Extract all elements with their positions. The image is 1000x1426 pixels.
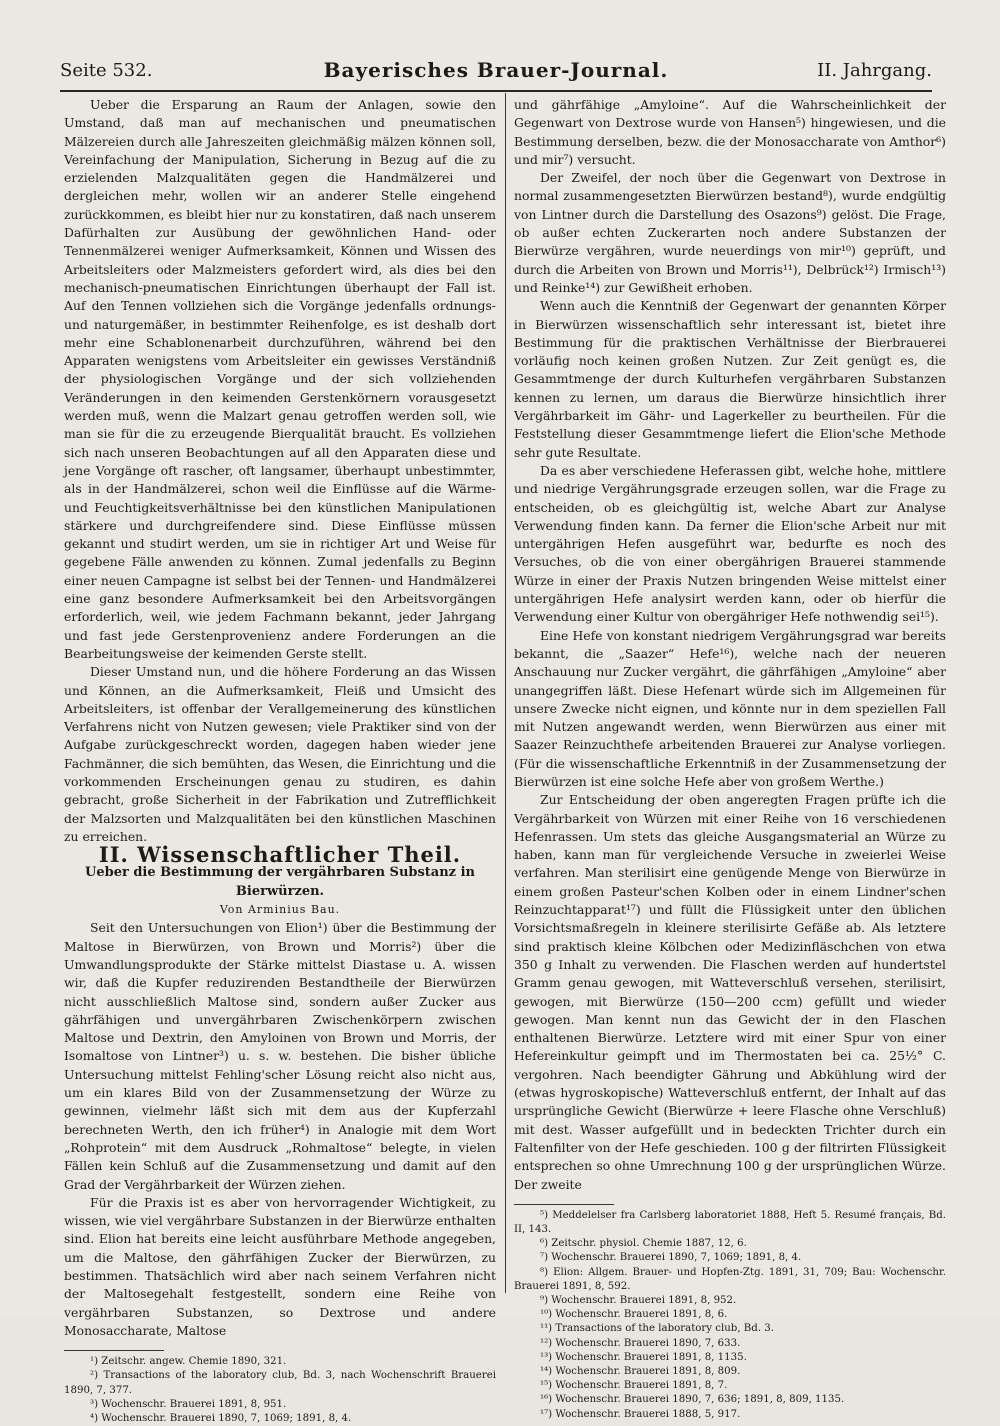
footnote: ³) Wochenschr. Brauerei 1891, 8, 951. — [90, 1398, 287, 1410]
footnote: ¹⁶) Wochenschr. Brauerei 1890, 7, 636; 1891, 8, 809, 1135. — [540, 1394, 845, 1406]
left-column — [64, 96, 496, 1426]
footnote: ¹⁵) Wochenschr. Brauerei 1891, 8, 7. — [540, 1380, 728, 1392]
section-heading: II. Wissenschaftlicher Theil. — [98, 842, 462, 868]
journal-title: Bayerisches Brauer-Journal. — [323, 58, 669, 82]
body-paragraph: Wenn auch die Kenntniß der Gegenwart der genannten Körper in Bierwürzen wissenschaftlich sehr interessant ist, bietet ihre Bestimmung für die praktischen Verhältnisse der Bierbrauerei vorläufig noch keinen großen Nutzen. Zur Zeit genügt es, die Gesammtmenge der durch Kulturhefen vergährbaren Substanzen kennen zu lernen, um daraus die Bierwürze hinsichtlich ihrer Vergährbarkeit im Gähr- und Lagerkeller zu beurtheilen. Für die Feststellung dieser Gesammtmenge liefert die Elion'sche Methode sehr gute Resultate. — [514, 298, 946, 460]
body-paragraph: Dieser Umstand nun, und die höhere Forderung an das Wissen und Können, an die Aufmerksamkeit, Fleiß und Umsicht des Arbeitsleiters, ist offenbar der Verallgemeinerung des künstlichen Verfahrens nicht von Nutzen gewesen; viele Praktiker sind von der Aufgabe zurückgeschreckt worden, dagegen haben wieder jene Fachmänner, die sich bemühten, das Wesen, die Einrichtung und die vorkommenden Erscheinungen genau zu studiren, es dahin gebracht, große Sicherheit in der Fabrikation und Zutrefflichkeit der Malzsorten und Malzqualitäten bei den künstlichen Maschinen zu erreichen. — [64, 664, 496, 844]
column-divider — [505, 93, 506, 1293]
header-rule — [60, 90, 932, 92]
page-header — [60, 58, 932, 86]
footnote: ¹⁰) Wochenschr. Brauerei 1891, 8, 6. — [540, 1309, 728, 1321]
footnote: ¹³) Wochenschr. Brauerei 1891, 8, 1135. — [540, 1351, 747, 1363]
footnote: ⁴) Wochenschr. Brauerei 1890, 7, 1069; 1891, 8, 4. — [90, 1413, 352, 1424]
body-paragraph: Seit den Untersuchungen von Elion¹) über die Bestimmung der Maltose in Bierwürzen, von Brown und Morris²) über die Umwandlungsprodukte der Stärke mittelst Diastase u. A. wissen wir, daß die Kupfer reduzirenden Bestandtheile der Bierwürzen nicht ausschließlich Maltose sind, sondern außer Zucker aus gährfähigen und unvergährbaren Zwischenkörpern zwischen Maltose und Dextrin, den Amyloinen von Brown und Morris, der Isomaltose von Lintner³) u. s. w. bestehen. Die bisher übliche Untersuchung mittelst Fehling'scher Lösung reicht also nicht aus, um ein klares Bild von der Zusammensetzung der Würze zu gewinnen, vielmehr läßt sich mit dem aus der Kupferzahl berechneten Werth, den ich früher⁴) in Analogie mit dem Wort „Rohprotein“ mit dem Ausdruck „Rohmaltose“ belegte, in vielen Fällen kein Schluß auf die Zusammensetzung und damit auf den Grad der Vergährbarkeit der Würzen ziehen. — [64, 920, 496, 1192]
footnote: ⁹) Wochenschr. Brauerei 1891, 8, 952. — [540, 1295, 737, 1307]
footnote: ¹²) Wochenschr. Brauerei 1890, 7, 633. — [540, 1337, 741, 1349]
body-paragraph: Zur Entscheidung der oben angeregten Fragen prüfte ich die Vergährbarkeit von Würzen mit einer Reihe von 16 verschiedenen Hefenrassen. Um stets das gleiche Ausgangsmaterial an Würze zu haben, kann man für vergleichende Versuche in zweierlei Weise verfahren. Man sterilisirt eine genügende Menge von Bierwürze in einem großen Pasteur'schen Kolben oder in einem Lindner'schen Reinzuchtapparat¹⁷) und füllt die Flüssigkeit unter den üblichen Vorsichtsmaßregeln in kleinere sterilisirte Gefäße ab. Als letztere sind praktisch kleine Kölbchen oder Medizinfläschchen von etwa 350 g Inhalt zu verwenden. Die Flaschen werden auf hundertstel Gramm genau gewogen, mit Watteverschluß versehen, sterilisirt, gewogen, mit Bierwürze (150—200 ccm) gefüllt und wieder gewogen. Man kennt nun das Gewicht der in den Flaschen enthaltenen Bierwürze. Letztere wird mit einer Spur von einer Hefereinkultur geimpft und im Thermostaten bei ca. 25½° C. vergohren. Nach beendigter Gährung und Abkühlung wird der (etwas hygroskopische) Watteverschluß entfernt, der Inhalt auf das ursprüngliche Gewicht (Bierwürze + leere Flasche ohne Verschluß) mit dest. Wasser aufgefüllt und in bedeckten Trichter durch ein Faltenfilter von der Hefe geschieden. 100 g der filtrirten Flüssigkeit entsprechen so ohne Umrechnung 100 g der ursprünglichen Würze. Der zweite — [514, 792, 946, 1192]
footnotes-right — [514, 1209, 946, 1422]
footnote: ⁵) Meddelelser fra Carlsberg laboratoriet 1888, Heft 5. Resumé français, Bd. II, 143. — [514, 1209, 946, 1236]
footnote: ¹⁴) Wochenschr. Brauerei 1891, 8, 809. — [540, 1366, 741, 1378]
body-paragraph: Der Zweifel, der noch über die Gegenwart von Dextrose in normal zusammengesetzten Bierwürzen bestand⁸), wurde endgültig von Lintner durch die Darstellung des Osazons⁹) gelöst. Die Frage, ob außer echten Zuckerarten noch andere Substanzen der Bierwürze vergähren, wurde neuerdings von mir¹⁰) geprüft, und durch die Arbeiten von Brown und Morris¹¹), Delbrück¹²) Irmisch¹³) und Reinke¹⁴) zur Gewißheit erhoben. — [514, 170, 946, 295]
footnotes-left — [64, 1355, 496, 1426]
article-author: Von Arminius Bau. — [219, 903, 341, 917]
body-paragraph: Eine Hefe von konstant niedrigem Vergährungsgrad war bereits bekannt, die „Saazer“ Hefe¹⁶), welche nach der neueren Anschauung nur Zucker vergährt, die gährfähigen „Amyloine“ aber unangegriffen läßt. Diese Hefenart würde sich im Allgemeinen für unsere Zwecke nicht eignen, und könnte nur in dem speziellen Fall mit Nutzen angewandt werden, wenn Bierwürzen aus einer mit Saazer Reinzuchthefe arbeitenden Brauerei zur Analyse vorliegen. (Für die wissenschaftliche Erkenntniß in der Zusammensetzung der Bierwürzen ist eine solche Hefe aber von großem Werthe.) — [514, 627, 946, 789]
footnote-rule — [514, 1204, 614, 1205]
body-paragraph: Für die Praxis ist es aber von hervorragender Wichtigkeit, zu wissen, wie viel vergährbare Substanzen in der Bierwürze enthalten sind. Elion hat bereits eine leicht ausführbare Methode angegeben, um die Maltose, den gährfähigen Zucker der Bierwürzen, zu bestimmen. Thatsächlich wird aber nach seinem Verfahren nicht der Maltosegehalt festgestellt, sondern eine Reihe von vergährbaren Substanzen, so Dextrose und andere Monosaccharate, Maltose — [64, 1194, 496, 1338]
page-number: Seite 532. — [60, 60, 153, 81]
right-column — [514, 96, 946, 1422]
article-title: Ueber die Bestimmung der vergährbaren Substanz in Bierwürzen. — [85, 865, 475, 899]
body-paragraph: Da es aber verschiedene Heferassen gibt, welche hohe, mittlere und niedrige Vergährungsgrade erzeugen sollen, war die Frage zu entscheiden, ob es gleichgültig ist, welche Abart zur Analyse Verwendung finden kann. Da ferner die Elion'sche Arbeit nur mit untergährigen Hefen ausgeführt war, bedurfte es noch des Versuches, ob die von einer obergährigen Brauerei stammende Würze in einer der Praxis Nutzen bringenden Weise mittelst einer untergährigen Hefe analysirt werden kann, oder ob hierfür die Verwendung einer Kultur von obergähriger Hefe nothwendig sei¹⁵). — [514, 462, 946, 625]
footnote-rule — [64, 1350, 164, 1351]
footnote: ⁶) Zeitschr. physiol. Chemie 1887, 12, 6. — [540, 1238, 747, 1250]
footnote: ¹¹) Transactions of the laboratory club, Bd. 3. — [540, 1323, 775, 1335]
footnote: ¹) Zeitschr. angew. Chemie 1890, 321. — [90, 1356, 287, 1368]
footnote: ⁷) Wochenschr. Brauerei 1890, 7, 1069; 1891, 8, 4. — [540, 1252, 802, 1264]
footnote: ¹⁷) Wochenschr. Brauerei 1888, 5, 917. — [540, 1408, 741, 1420]
footnote: ⁸) Elion: Allgem. Brauer- und Hopfen-Ztg. 1891, 31, 709; Bau: Wochenschr. Brauerei 1891, 8, 592. — [514, 1266, 946, 1292]
footnote: ²) Transactions of the laboratory club, Bd. 3, nach Wochenschrift Brauerei 1890, 7, 377. — [64, 1370, 496, 1396]
body-paragraph: und gährfähige „Amyloine“. Auf die Wahrscheinlichkeit der Gegenwart von Dextrose wurde von Hansen⁵) hingewiesen, und die Bestimmung derselben, bezw. die der Monosaccharate von Amthor⁶) und mir⁷) versucht. — [514, 97, 946, 167]
body-paragraph: Ueber die Ersparung an Raum der Anlagen, sowie den Umstand, daß man auf mechanischen und pneumatischen Mälzereien durch alle Jahreszeiten gleichmäßig mälzen können soll, Vereinfachung der Manipulation, Sicherung in Bezug auf die zu erzielenden Malzqualitäten gegen die Handmälzerei und dergleichen mehr, wollen wir an anderer Stelle eingehend zurückkommen, es bleibt hier nur zu konstatiren, daß nach unserem Dafürhalten zur Ausübung der gewöhnlichen Hand- oder Tennenmälzerei weniger Aufmerksamkeit, Können und Wissen des Arbeitsleiters oder Malzmeisters gefordert wird, als dies bei den mechanisch-pneumatischen Einrichtungen überhaupt der Fall ist. Auf den Tennen vollziehen sich die Vorgänge jedenfalls ordnungs- und naturgemäßer, in bestimmter Reihenfolge, es ist deshalb dort mehr eine Schablonenarbeit durchzuführen, während bei den Apparaten wenigstens vom Arbeitsleiter ein gewisses Verständniß der physiologischen Vorgänge und der sich vollziehenden Veränderungen in den keimenden Gerstenkörnern vorausgesetzt werden muß, wenn die Malzart genau getroffen werden soll, wie man sie für die zu erzeugende Bierqualität braucht. Es vollziehen sich nach unseren Beobachtungen auf all den Apparaten diese und jene Vorgänge oft rascher, oft langsamer, überhaupt unbestimmter, als in der Handmälzerei, schon weil die Einflüsse auf die Wärme- und Feuchtigkeitsverhältnisse bei den künstlichen Manipulationen stärkere und durchgreifendere sind. Diese Einflüsse müssen gekannt und studirt werden, um sie in richtiger Art und Weise für gegebene Fälle anwenden zu können. Zumal jedenfalls zu Beginn einer neuen Campagne ist selbst bei der Tennen- und Handmälzerei eine ganz besondere Aufmerksamkeit bei den Arbeitsvorgängen erforderlich, weil, wie jedem Fachmann bekannt, jeder Jahrgang und fast jede Gerstenprovenienz andere Forderungen an die Bearbeitungsweise der keimenden Gerste stellt. — [64, 97, 496, 661]
volume-label: II. Jahrgang. — [817, 60, 932, 81]
